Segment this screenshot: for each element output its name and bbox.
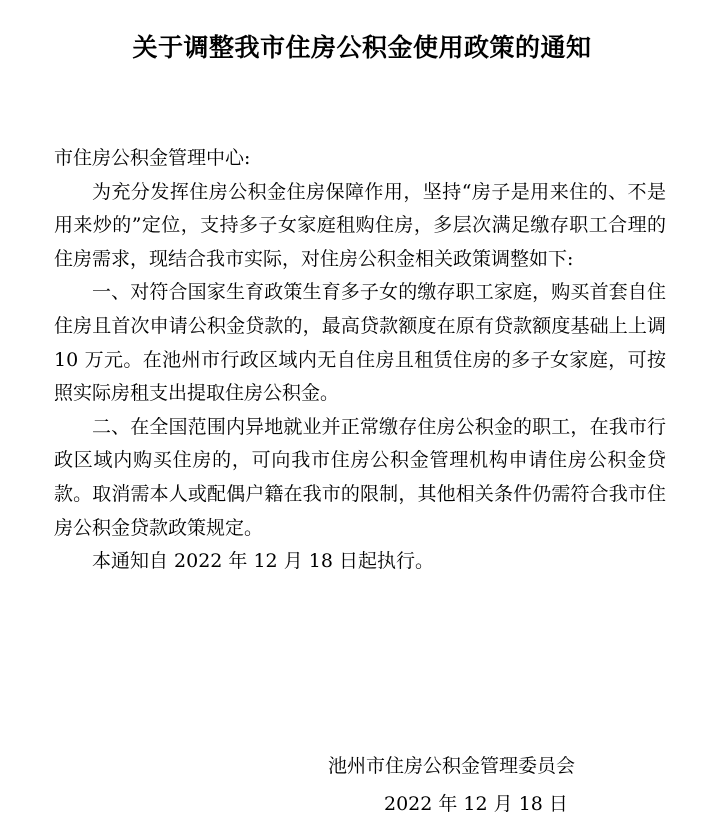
issuer-signature: 池州市住房公积金管理委员会 bbox=[328, 755, 576, 777]
paragraph-effective-date: 本通知自 2022 年 12 月 18 日起执行。 bbox=[92, 550, 434, 573]
paragraph-item-two: 二、在全国范围内异地就业并正常缴存住房公积金的职工，在我市行政区域内购买住房的，可向我市住房公积金管理机构申请住房公积金贷款。取消需本人或配偶户籍在我市的限制，其他相关条件仍需符合我市住房公积金贷款政策规定。 bbox=[54, 415, 666, 539]
document-title: 关于调整我市住房公积金使用政策的通知 bbox=[132, 33, 592, 62]
paragraph-item-one: 一、对符合国家生育政策生育多子女的缴存职工家庭，购买首套自住住房且首次申请公积金贷款的，最高贷款额度在原有贷款额度基础上上调 10 万元。在池州市行政区域内无自住房且租赁住房的多子女家庭，可按照实际房租支出提取住房公积金。 bbox=[54, 281, 666, 405]
issue-date: 2022 年 12 月 18 日 bbox=[384, 793, 568, 815]
paragraph-intro: 为充分发挥住房公积金住房保障作用，坚持“房子是用来住的、不是用来炒的”定位，支持多子女家庭租购住房，多层次满足缴存职工合理的住房需求，现结合我市实际，对住房公积金相关政策调整如下: bbox=[54, 180, 666, 270]
document-body bbox=[54, 142, 666, 579]
salutation: 市住房公积金管理中心: bbox=[54, 147, 251, 169]
